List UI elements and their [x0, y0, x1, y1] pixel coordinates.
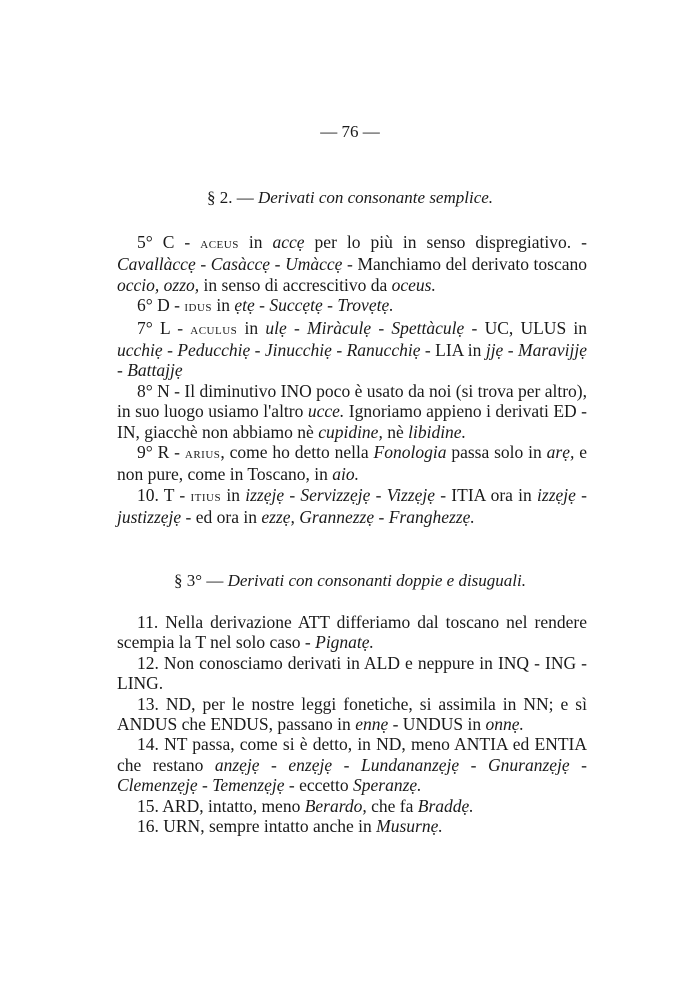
text-run: nè — [382, 421, 409, 442]
text-run: in — [221, 484, 246, 505]
section-2-symbol: § 2. — — [206, 188, 254, 207]
text-run: 16. URN, sempre intatto anche in — [137, 816, 377, 837]
text-run: 11. Nella derivazione ATT differiamo dal toscano nel rendere scempia la T nel solo caso - — [117, 612, 587, 653]
paragraph — [117, 442, 587, 485]
section-3-body — [117, 612, 587, 836]
text-run: 7° L - — [137, 317, 191, 338]
italic-term: oceus. — [391, 274, 436, 295]
text-run: in senso di accrescitivo da — [199, 274, 392, 295]
italic-term: anzẹjẹ - enzẹjẹ - Lundananzẹjẹ - Gnuranzẹjẹ - Clemenzẹjẹ - Temenzẹjẹ — [117, 754, 587, 796]
text-run: 15. ARD, intatto, meno — [137, 795, 305, 816]
italic-term: Cavallàccẹ - Casàccẹ - Umàccẹ — [117, 254, 343, 275]
section-2-heading — [0, 188, 700, 208]
latin-suffix: idus — [184, 299, 213, 316]
italic-term: ẹtẹ - Succẹtẹ - Trovẹtẹ. — [234, 295, 394, 316]
paragraph — [117, 232, 587, 295]
italic-term: libidine. — [408, 421, 466, 442]
text-run: - ed ora in — [181, 507, 262, 528]
text-run: - UNDUS in — [388, 714, 486, 735]
italic-term: izzẹjẹ - Servizzẹjẹ - Vizzẹjẹ — [245, 484, 435, 505]
paragraph — [117, 653, 587, 694]
italic-term: ezzẹ, Grannezzẹ - Franghezzẹ. — [261, 507, 475, 528]
text-run: - eccetto — [284, 775, 353, 796]
text-run: 13. ND, per le nostre leggi fonetiche, si assimila in NN; e sì ANDUS che ENDUS, passano in — [117, 693, 587, 735]
paragraph — [117, 694, 587, 735]
page-number: — 76 — — [320, 122, 380, 141]
latin-suffix: aculus — [190, 321, 238, 338]
italic-term: onnẹ. — [485, 714, 524, 735]
text-run: passa solo in — [446, 442, 547, 463]
paragraph — [117, 318, 587, 381]
text-run: in — [237, 317, 266, 338]
italic-term: arẹ, — [546, 442, 575, 463]
text-run: 10. T - — [137, 484, 191, 505]
paragraph — [117, 734, 587, 795]
paragraph — [117, 816, 587, 836]
text-run: 12. Non conosciamo derivati in ALD e neppure in INQ - ING - LING. — [117, 652, 587, 694]
latin-suffix: arius — [184, 446, 221, 463]
latin-suffix: itius — [190, 488, 222, 505]
italic-term: occio, ozzo, — [117, 274, 200, 295]
italic-term: Berardo, — [304, 795, 367, 816]
section-2-title: Derivati con consonante semplice. — [257, 188, 494, 207]
section-3-title: Derivati con consonanti doppie e disuguali. — [227, 571, 526, 590]
text-run: , come ho detto nella — [220, 442, 374, 463]
italic-term: cupidine, — [318, 421, 383, 442]
text-run: - Manchiamo del derivato toscano — [342, 254, 588, 275]
section-3-symbol: § 3° — — [174, 571, 224, 590]
italic-term: Pignatẹ. — [315, 632, 374, 653]
text-run: che fa — [366, 795, 418, 816]
text-run: 9° R - — [137, 442, 185, 463]
text-run: e non pure, come in Toscano, in — [117, 442, 587, 485]
section-3-heading — [0, 571, 700, 591]
text-run: in — [238, 232, 273, 252]
italic-term: ennẹ — [355, 714, 389, 735]
text-run: per lo più in senso dispregiativo. - — [304, 232, 587, 252]
section-2-body — [117, 232, 587, 528]
italic-term: ulẹ - Miràculẹ - Spettàculẹ — [265, 317, 465, 338]
italic-term: aio. — [332, 464, 359, 485]
italic-term: jjẹ - Maravijjẹ - Battajjẹ — [117, 340, 588, 381]
italic-term: izzẹjẹ - justizzẹjẹ — [117, 484, 587, 528]
text-run: 14. NT passa, come si è detto, in ND, meno ANTIA ed ENTIA che restano — [117, 734, 587, 775]
text-run: - ITIA ora in — [434, 484, 538, 505]
text-run: - LIA in — [420, 340, 486, 361]
italic-term: Musurnẹ. — [376, 816, 443, 837]
latin-suffix: aceus — [200, 236, 239, 252]
text-run: in — [212, 295, 235, 316]
paragraph — [117, 612, 587, 653]
text-run: - UC, ULUS in — [464, 317, 588, 338]
text-run: 6° D - — [137, 295, 185, 316]
italic-term: Fonologia — [373, 442, 447, 463]
text-run: 8° N - Il diminutivo INO poco è usato da noi (si trova per altro), in suo luogo usiamo l'altro — [117, 380, 587, 422]
paragraph — [117, 295, 587, 317]
text-run: 5° C - — [137, 232, 201, 252]
italic-term: Speranzẹ. — [353, 775, 422, 796]
italic-term: accẹ — [272, 232, 305, 252]
italic-term: ucchiẹ - Peducchiẹ - Jinucchiẹ - Ranucchiẹ — [117, 340, 421, 361]
text-run: Ignoriamo appieno i derivati ED - IN, giacchè non abbiamo nè — [117, 401, 588, 442]
paragraph — [117, 381, 587, 442]
italic-term: Braddẹ. — [417, 795, 474, 816]
paragraph — [117, 485, 587, 528]
italic-term: ucce. — [307, 401, 345, 422]
paragraph — [117, 796, 587, 816]
